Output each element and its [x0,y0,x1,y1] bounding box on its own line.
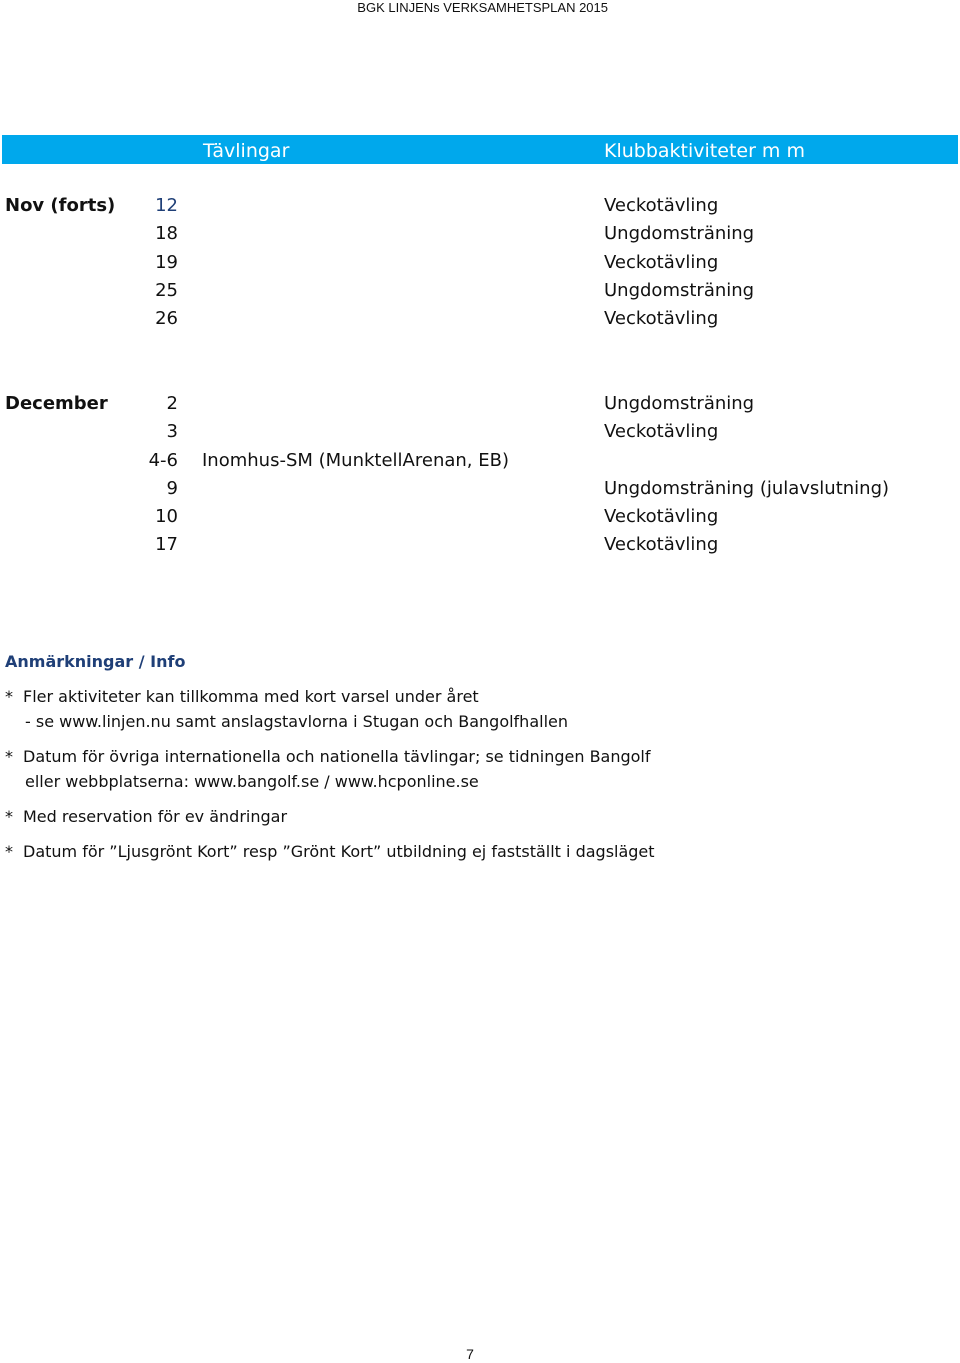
note-line: Datum för övriga internationella och nationella tävlingar; se tidningen Bangolf [23,747,651,766]
notes-section [5,652,945,874]
note-line: Datum för ”Ljusgrönt Kort” resp ”Grönt Kort” utbildning ej fastställt i dagsläget [23,842,655,861]
column-header-competitions: Tävlingar [203,140,290,162]
note-item [5,684,945,734]
note-line: Fler aktiviteter kan tillkomma med kort varsel under året [23,687,479,706]
note-line: Med reservation för ev ändringar [23,807,288,826]
notes-title: Anmärkningar / Info [5,652,186,671]
day-cell: 26 [155,308,178,330]
club-activity-cell: Veckotävling [604,506,719,528]
schedule-row [0,506,960,534]
schedule-row [0,280,960,308]
note-bullet: * [5,747,13,766]
club-activity-cell: Veckotävling [604,195,719,216]
month-label: Nov (forts) [5,195,116,216]
day-cell: 19 [155,251,178,273]
schedule-row [0,195,960,223]
day-cell: 4-6 [148,449,178,471]
note-item [5,744,945,794]
day-cell: 9 [166,477,178,499]
note-bullet: * [5,687,13,706]
club-activity-cell: Veckotävling [604,308,719,330]
note-line: eller webbplatserna: www.bangolf.se / www.hcponline.se [25,772,479,791]
month-label: December [5,393,108,414]
page-number: 7 [466,1346,474,1362]
note-bullet: * [5,807,13,826]
column-header-band [2,135,958,164]
schedule-row [0,478,960,506]
schedule-row [0,252,960,280]
day-cell: 10 [155,506,178,528]
club-activity-cell: Veckotävling [604,534,719,556]
club-activity-cell: Ungdomsträning [604,223,755,245]
page-header-title: BGK LINJENs VERKSAMHETSPLAN 2015 [357,0,608,15]
club-activity-cell: Veckotävling [604,251,719,273]
day-cell: 2 [166,393,178,414]
schedule-row [0,450,960,478]
note-bullet: * [5,842,13,861]
schedule-row [0,393,960,421]
day-cell: 12 [155,195,178,216]
day-cell: 3 [166,421,178,443]
note-line: - se www.linjen.nu samt anslagstavlorna i Stugan och Bangolfhallen [25,712,568,731]
note-item [5,839,945,864]
schedule-row [0,308,960,336]
schedule-row [0,534,960,562]
schedule-row [0,223,960,251]
club-activity-cell: Veckotävling [604,421,719,443]
club-activity-cell: Ungdomsträning [604,279,755,301]
day-cell: 17 [155,534,178,556]
club-activity-cell: Ungdomsträning (julavslutning) [604,477,890,499]
club-activity-cell: Ungdomsträning [604,393,755,414]
month-block-december [0,393,960,563]
competition-cell: Inomhus-SM (MunktellArenan, EB) [202,449,509,471]
day-cell: 25 [155,279,178,301]
note-item [5,804,945,829]
schedule-row [0,421,960,449]
column-header-club-activities: Klubbaktiviteter m m [604,140,805,162]
day-cell: 18 [155,223,178,245]
month-block-november [0,195,960,336]
